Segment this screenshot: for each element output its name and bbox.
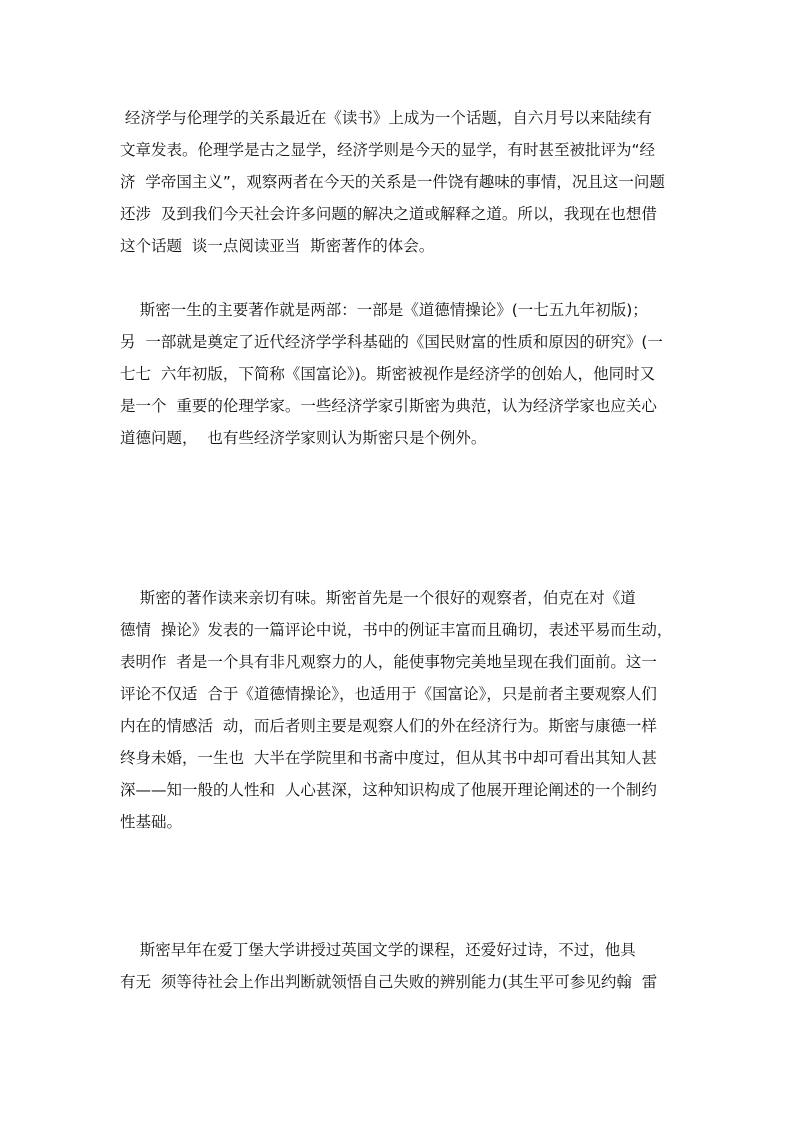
text-line: 是一个 重要的伦理学家。一些经济学家引斯密为典范，认为经济学家也应关心 <box>120 397 657 415</box>
text-line: 济 学帝国主义”，观察两者在今天的关系是一件饶有趣味的事情，况且这一问题 <box>120 173 665 191</box>
text-line: 德情 操论》发表的一篇评论中说，书中的例证丰富而且确切，表述平易而生动， <box>120 621 673 639</box>
text-line: 另 一部就是奠定了近代经济学学科基础的《国民财富的性质和原因的研究》(一 <box>120 333 663 351</box>
text-line: 深——知一般的人性和 人心甚深，这种知识构成了他展开理论阐述的一个制约 <box>120 781 657 799</box>
text-line: 斯密的著作读来亲切有味。斯密首先是一个很好的观察者，伯克在对《道 <box>120 589 636 607</box>
text-line: 有无 须等待社会上作出判断就领悟自己失败的辨别能力(其生平可参见约翰 雷 <box>120 973 658 991</box>
text-line: 表明作 者是一个具有非凡观察力的人，能使事物完美地呈现在我们面前。这一 <box>120 653 657 671</box>
text-line: 经济学与伦理学的关系最近在《读书》上成为一个话题，自六月号以来陆续有 <box>120 109 652 127</box>
paragraph-3 <box>120 582 686 838</box>
text-line: 道德问题， 也有些经济学家则认为斯密只是个例外。 <box>120 429 487 447</box>
text-line: 这个话题 谈一点阅读亚当 斯密著作的体会。 <box>120 237 435 255</box>
text-line: 斯密一生的主要著作就是两部：一部是《道德情操论》(一七五九年初版)； <box>120 301 648 319</box>
text-line: 性基础。 <box>120 813 183 831</box>
text-line: 终身未婚，一生也 大半在学院里和书斋中度过，但从其书中却可看出其知人甚 <box>120 749 657 767</box>
paragraph-4 <box>120 934 686 998</box>
text-line: 还涉 及到我们今天社会许多问题的解决之道或解释之道。所以，我现在也想借 <box>120 205 657 223</box>
text-line: 七七 六年初版，下简称《国富论》)。斯密被视作是经济学的创始人，他同时又 <box>120 365 656 383</box>
paragraph-2 <box>120 294 686 454</box>
text-line: 斯密早年在爱丁堡大学讲授过英国文学的课程，还爱好过诗，不过，他具 <box>120 941 636 959</box>
paragraph-1 <box>120 102 686 262</box>
text-line: 文章发表。伦理学是古之显学，经济学则是今天的显学，有时甚至被批评为“经 <box>120 141 656 159</box>
text-line: 内在的情感活 动，而后者则主要是观察人们的外在经济行为。斯密与康德一样 <box>120 717 657 735</box>
text-line: 评论不仅适 合于《道德情操论》，也适用于《国富论》，只是前者主要观察人们 <box>120 685 657 703</box>
